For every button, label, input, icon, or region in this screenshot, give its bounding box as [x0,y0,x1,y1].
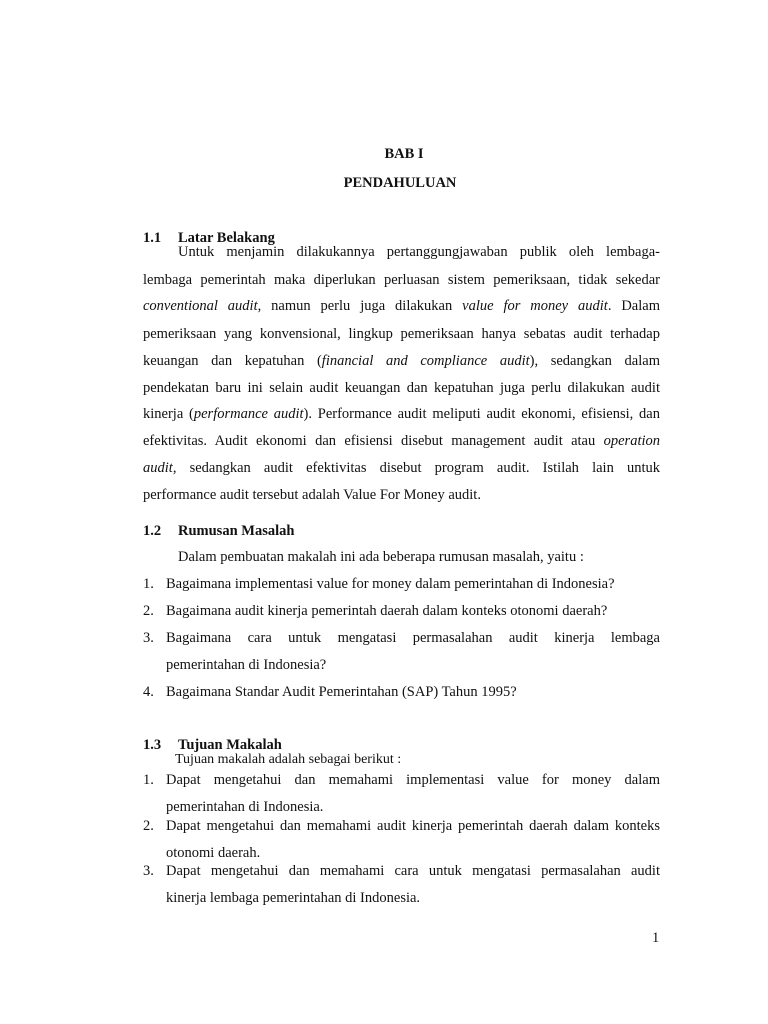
list-number: 1. [143,772,154,788]
paragraph-line: kinerja (performance audit). Performance audit meliputi audit ekonomi, efisiensi, dan [143,406,660,422]
section-3-number: 1.3 [143,737,162,753]
list-number: 2. [143,818,154,834]
list-item-continued: pemerintahan di Indonesia? [166,657,327,673]
list-item-continued: kinerja lembaga pemerintahan di Indonesia. [166,890,421,906]
list-item: Bagaimana implementasi value for money dalam pemerintahan di Indonesia? [166,576,615,592]
paragraph-line: keuangan dan kepatuhan (financial and compliance audit), sedangkan dalam [143,353,660,369]
list-item: Dapat mengetahui dan memahami implementasi value for money dalam [166,772,660,788]
list-number: 3. [143,863,154,879]
paragraph-line: lembaga pemerintah maka diperlukan perluasan sistem pemeriksaan, tidak sekedar [143,272,660,288]
chapter-title: PENDAHULUAN [343,175,457,191]
section-2-number: 1.2 [143,523,162,539]
section-3-intro: Tujuan makalah adalah sebagai berikut : [175,752,402,767]
paragraph-line: conventional audit, namun perlu juga dilakukan value for money audit. Dalam [143,298,660,314]
paragraph-line: efektivitas. Audit ekonomi dan efisiensi disebut management audit atau operation [143,433,660,449]
list-item: Bagaimana Standar Audit Pemerintahan (SAP) Tahun 1995? [166,684,517,700]
list-item-continued: pemerintahan di Indonesia. [166,799,324,815]
page-number: 1 [652,930,660,946]
list-number: 1. [143,576,154,592]
chapter-number: BAB I [384,146,424,162]
paragraph-line: performance audit tersebut adalah Value For Money audit. [143,487,481,503]
section-3-title: Tujuan Makalah [178,737,282,753]
list-number: 3. [143,630,154,646]
paragraph-line: pendekatan baru ini selain audit keuangan dan kepatuhan juga perlu dilakukan audit [143,380,660,396]
list-item-continued: otonomi daerah. [166,845,261,861]
section-1-title: Latar Belakang [178,230,275,246]
paragraph-line: audit, sedangkan audit efektivitas disebut program audit. Istilah lain untuk [143,460,660,476]
list-item: Dapat mengetahui dan memahami audit kinerja pemerintah daerah dalam konteks [166,818,660,834]
list-item: Dapat mengetahui dan memahami cara untuk mengatasi permasalahan audit [166,863,660,879]
section-1-number: 1.1 [143,230,162,246]
list-number: 2. [143,603,154,619]
paragraph-line: Untuk menjamin dilakukannya pertanggungjawaban publik oleh lembaga- [178,244,660,260]
list-item: Bagaimana audit kinerja pemerintah daerah dalam konteks otonomi daerah? [166,603,608,619]
list-number: 4. [143,684,154,700]
list-item: Bagaimana cara untuk mengatasi permasalahan audit kinerja lembaga [166,630,660,646]
section-2-intro: Dalam pembuatan makalah ini ada beberapa rumusan masalah, yaitu : [178,549,584,565]
paragraph-line: pemeriksaan yang konvensional, lingkup pemeriksaan hanya sebatas audit terhadap [143,326,660,342]
section-2-title: Rumusan Masalah [178,523,295,539]
